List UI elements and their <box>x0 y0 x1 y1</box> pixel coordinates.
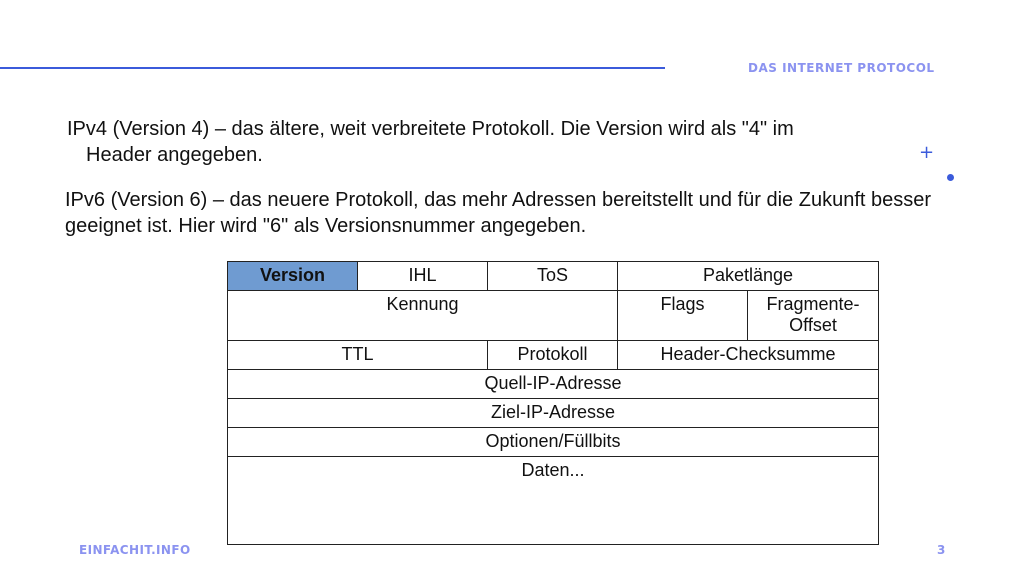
ipv4-line-1: IPv4 (Version 4) – das ältere, weit verbreitete Protokoll. Die Version wird als "4" im <box>67 118 794 140</box>
cell-version: Version <box>228 262 358 291</box>
cell-ttl: TTL <box>228 341 488 370</box>
dot-icon <box>947 174 954 181</box>
table-row <box>228 457 879 545</box>
ipv4-header-table <box>227 261 879 545</box>
table-row <box>228 428 879 457</box>
cell-optionen: Optionen/Füllbits <box>228 428 879 457</box>
ipv4-paragraph <box>67 116 867 168</box>
cell-ihl: IHL <box>358 262 488 291</box>
cell-fragment-offset: Fragmente-Offset <box>748 291 879 341</box>
footer-site: EINFACHIT.INFO <box>79 543 191 557</box>
header-rule <box>0 67 665 69</box>
page-number: 3 <box>937 543 946 557</box>
cell-protokoll: Protokoll <box>488 341 618 370</box>
table-row <box>228 341 879 370</box>
plus-icon: + <box>919 142 935 163</box>
table-row <box>228 370 879 399</box>
table-row <box>228 262 879 291</box>
cell-ziel-ip: Ziel-IP-Adresse <box>228 399 879 428</box>
cell-flags: Flags <box>618 291 748 341</box>
cell-checksumme: Header-Checksumme <box>618 341 879 370</box>
cell-kennung: Kennung <box>228 291 618 341</box>
cell-quell-ip: Quell-IP-Adresse <box>228 370 879 399</box>
cell-daten: Daten... <box>228 457 879 545</box>
table-row <box>228 399 879 428</box>
ipv4-line-2: Header angegeben. <box>86 144 263 166</box>
section-title: DAS INTERNET PROTOCOL <box>748 61 935 75</box>
ipv6-paragraph: IPv6 (Version 6) – das neuere Protokoll, das mehr Adressen bereitstellt und für die Zukunft besser geeignet ist. Hier wird "6" als Versionsnummer angegeben. <box>65 189 932 237</box>
cell-paketlaenge: Paketlänge <box>618 262 879 291</box>
cell-tos: ToS <box>488 262 618 291</box>
table-row <box>228 291 879 341</box>
